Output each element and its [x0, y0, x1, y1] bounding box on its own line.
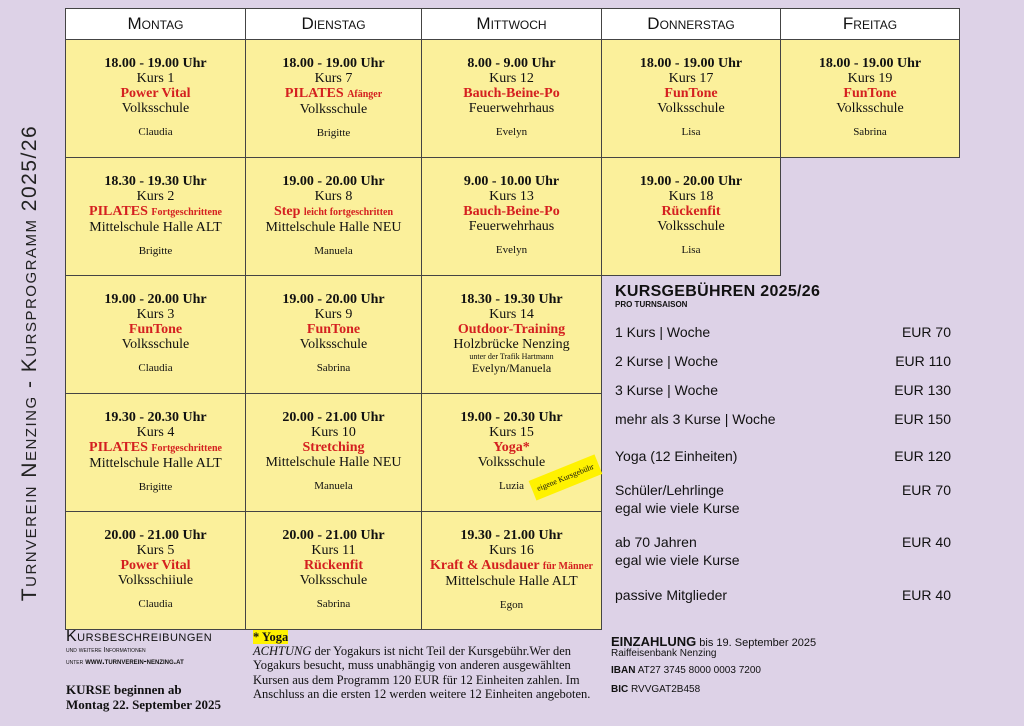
course-place: Volksschule [121, 337, 190, 352]
fees-subtitle: PRO TURNSAISON [615, 300, 688, 309]
course-teacher: Claudia [138, 598, 173, 610]
course-teacher: Evelyn/Manuela [471, 361, 552, 375]
course-time: 18.30 - 19.30 Uhr [104, 174, 207, 189]
fee-row [615, 481, 951, 517]
fee-row [615, 410, 951, 428]
fee-row [615, 352, 951, 370]
course-cell [602, 40, 781, 158]
course-cell [66, 40, 246, 158]
course-place: Mittelschule Halle ALT [89, 220, 222, 235]
fee-price: EUR 110 [895, 353, 951, 369]
fee-label: Yoga (12 Einheiten) [615, 448, 738, 464]
fee-price: EUR 40 [901, 534, 951, 550]
course-number: Kurs 14 [489, 307, 534, 322]
course-name: Rückenfit [303, 558, 364, 573]
fee-label: Schüler/Lehrlinge [615, 482, 724, 498]
course-number: Kurs 11 [311, 543, 356, 558]
course-number: Kurs 17 [668, 71, 714, 86]
fee-price: EUR 120 [894, 448, 951, 464]
course-number: Kurs 19 [847, 71, 893, 86]
fee-label: 2 Kurse | Woche [615, 353, 718, 369]
course-time: 19.00 - 20.00 Uhr [282, 174, 385, 189]
course-time: 19.30 - 20.30 Uhr [104, 410, 207, 425]
course-place: Volksschule [657, 219, 725, 234]
course-place: Volksschule [477, 455, 546, 470]
fee-label: passive Mitglieder [615, 587, 728, 603]
course-place: Feuerwehrhaus [468, 101, 555, 116]
fee-label-detail: egal wie viele Kurse [615, 500, 740, 516]
fee-price: EUR 150 [894, 411, 951, 427]
course-place: Mittelschule Halle ALT [445, 574, 578, 589]
course-time: 18.00 - 19.00 Uhr [639, 56, 743, 71]
course-time: 18.30 - 19.30 Uhr [460, 292, 563, 307]
bank-name: Raiffeisenbank Nenzing [611, 648, 717, 659]
course-name: PILATES Fortgeschrittene [89, 204, 222, 219]
course-time: 18.00 - 19.00 Uhr [282, 56, 385, 71]
course-cell [246, 394, 422, 512]
course-teacher: Claudia [138, 362, 173, 374]
course-place: Volksschule [299, 102, 368, 117]
fee-price: EUR 130 [894, 382, 951, 398]
course-cell [422, 512, 602, 630]
payment-info [611, 634, 816, 695]
course-time: 20.00 - 21.00 Uhr [104, 528, 207, 543]
day-header: Mittwoch [422, 9, 602, 40]
day-header: Dienstag [246, 9, 422, 40]
course-number: Kurs 15 [489, 425, 534, 440]
fee-row [615, 381, 951, 399]
course-time: 18.00 - 19.00 Uhr [104, 56, 207, 71]
descriptions-line2: unter www.turnverein-nenzing.at [66, 656, 184, 666]
iban: IBAN AT27 3745 8000 0003 7200 [611, 665, 761, 676]
course-place: Mittelschule Halle NEU [265, 220, 402, 235]
yoga-note-text: ACHTUNG der Yogakurs ist nicht Teil der Kursgebühr.Wer den Yogakurs besucht, muss unabhängig von anderen ausgewählten Kursen aus dem Programm 120 EUR für 12 Einheiten zahlen. Im Anschluss an die ersten 12 werden weitere 12 Einheiten angeboten. [253, 644, 591, 701]
descriptions-line1: und weitere Informationen [66, 647, 146, 654]
course-name: Power Vital [120, 558, 191, 573]
course-teacher: Lisa [681, 126, 701, 138]
course-place: Mittelschule Halle ALT [89, 456, 222, 471]
course-number: Kurs 13 [489, 189, 534, 204]
course-level: Afänger [347, 89, 383, 100]
course-time: 9.00 - 10.00 Uhr [463, 174, 560, 189]
course-teacher: Evelyn [495, 126, 528, 138]
fee-row [615, 447, 951, 465]
course-cell [246, 40, 422, 158]
course-number: Kurs 16 [489, 543, 534, 558]
course-name: Kraft & Ausdauer für Männer [429, 558, 593, 573]
descriptions-heading: Kursbeschreibungen [66, 628, 213, 645]
empty-cell [781, 158, 960, 276]
course-descriptions [66, 628, 246, 712]
course-time: 19.00 - 20.00 Uhr [639, 174, 743, 189]
course-teacher: Manuela [314, 245, 353, 257]
course-teacher: Brigitte [316, 127, 351, 139]
course-teacher: Sabrina [316, 362, 351, 374]
course-cell [422, 40, 602, 158]
course-time: 19.30 - 21.00 Uhr [460, 528, 563, 543]
course-number: Kurs 10 [311, 425, 356, 440]
course-name: Bauch-Beine-Po [463, 204, 560, 219]
course-name: PILATES Fortgeschrittene [89, 440, 222, 455]
course-place: Feuerwehrhaus [468, 219, 555, 234]
course-number: Kurs 9 [314, 307, 353, 322]
fee-price: EUR 70 [901, 324, 951, 340]
course-start: KURSE beginnen ab Montag 22. September 2025 [66, 682, 222, 712]
course-cell [246, 512, 422, 630]
course-number: Kurs 12 [489, 71, 534, 86]
course-name: Stretching [302, 440, 365, 455]
fee-price: EUR 40 [901, 587, 951, 603]
course-cell [422, 158, 602, 276]
course-name: Yoga* [493, 440, 530, 455]
day-header: Montag [66, 9, 246, 40]
course-place: Volksschule [299, 573, 368, 588]
schedule-row [66, 158, 960, 276]
vertical-title [12, 0, 48, 726]
course-name: Rückenfit [661, 204, 721, 219]
course-name: Outdoor-Training [457, 322, 566, 337]
course-name: FunTone [843, 86, 897, 101]
sticker-note: eigene Kursgebühr [529, 455, 602, 501]
fee-row [615, 323, 951, 341]
schedule-row [66, 512, 960, 630]
course-cell [422, 276, 602, 394]
course-place: Volksschule [299, 337, 368, 352]
course-teacher: Brigitte [138, 481, 173, 493]
course-time: 20.00 - 21.00 Uhr [282, 528, 385, 543]
course-time: 19.00 - 20.00 Uhr [104, 292, 207, 307]
day-header-row [66, 9, 960, 40]
course-cell [422, 394, 602, 512]
course-name: PILATES Afänger [284, 86, 383, 101]
course-teacher: Evelyn [495, 244, 528, 256]
payment-heading: EINZAHLUNG bis 19. September 2025 [611, 634, 817, 649]
course-teacher: Luzia [498, 480, 525, 492]
day-header: Freitag [781, 9, 960, 40]
course-time: 18.00 - 19.00 Uhr [818, 56, 922, 71]
course-cell [246, 276, 422, 394]
course-number: Kurs 4 [136, 425, 175, 440]
yoga-note-heading: * Yoga [253, 630, 289, 644]
course-place: Volksschule [121, 101, 190, 116]
fee-label: 3 Kurse | Woche [615, 382, 718, 398]
course-cell [66, 276, 246, 394]
course-number: Kurs 8 [314, 189, 353, 204]
course-place: Volksschule [657, 101, 725, 116]
course-place: Holzbrücke Nenzing [453, 337, 570, 352]
course-place: Volksschiiule [117, 573, 194, 588]
course-cell [66, 158, 246, 276]
course-name: FunTone [664, 86, 718, 101]
course-cell [66, 512, 246, 630]
course-teacher: Claudia [138, 126, 173, 138]
page-title: Turnverein Nenzing - Kursprogramm 2025/26 [18, 124, 41, 602]
course-teacher: Sabrina [316, 598, 351, 610]
course-place: Mittelschule Halle NEU [265, 455, 402, 470]
fees-panel [615, 283, 955, 603]
course-time: 19.00 - 20.00 Uhr [282, 292, 385, 307]
course-number: Kurs 18 [668, 189, 714, 204]
yoga-note [253, 630, 598, 701]
course-number: Kurs 1 [136, 71, 175, 86]
course-level: leicht fortgeschritten [303, 207, 394, 218]
course-name: Step leicht fortgeschritten [273, 204, 394, 219]
bic: BIC RVVGAT2B458 [611, 684, 701, 695]
fee-row [615, 586, 951, 604]
course-teacher: Brigitte [138, 245, 173, 257]
course-time: 20.00 - 21.00 Uhr [282, 410, 385, 425]
course-teacher: Sabrina [853, 126, 887, 138]
website-link[interactable]: www.turnverein-nenzing.at [85, 656, 184, 666]
course-name: FunTone [306, 322, 361, 337]
fee-label-detail: egal wie viele Kurse [615, 552, 740, 568]
course-level: für Männer [542, 561, 593, 572]
fee-label: mehr als 3 Kurse | Woche [615, 411, 776, 427]
course-cell [602, 158, 781, 276]
schedule-row [66, 40, 960, 158]
course-name: Bauch-Beine-Po [463, 86, 560, 101]
course-teacher: Lisa [681, 244, 701, 256]
course-time: 19.00 - 20.30 Uhr [460, 410, 563, 425]
course-name: Power Vital [120, 86, 191, 101]
course-cell [781, 40, 960, 158]
course-cell [246, 158, 422, 276]
course-note: unter der Trafik Hartmann [469, 352, 554, 361]
fee-label: ab 70 Jahren [615, 534, 697, 550]
fee-price: EUR 70 [901, 482, 951, 498]
course-teacher: Manuela [314, 480, 353, 492]
course-number: Kurs 7 [314, 71, 353, 86]
course-number: Kurs 2 [136, 189, 175, 204]
empty-cell [781, 512, 960, 630]
course-time: 8.00 - 9.00 Uhr [467, 56, 556, 71]
course-number: Kurs 3 [136, 307, 175, 322]
course-place: Volksschule [836, 101, 904, 116]
fee-row [615, 533, 951, 569]
course-teacher: Egon [499, 599, 524, 611]
empty-cell [602, 512, 781, 630]
course-cell [66, 394, 246, 512]
course-number: Kurs 5 [136, 543, 175, 558]
fee-label: 1 Kurs | Woche [615, 324, 711, 340]
course-level: Fortgeschrittene [151, 443, 222, 454]
day-header: Donnerstag [602, 9, 781, 40]
fees-title: KURSGEBÜHREN 2025/26 [615, 283, 821, 300]
course-level: Fortgeschrittene [151, 207, 222, 218]
course-name: FunTone [128, 322, 183, 337]
